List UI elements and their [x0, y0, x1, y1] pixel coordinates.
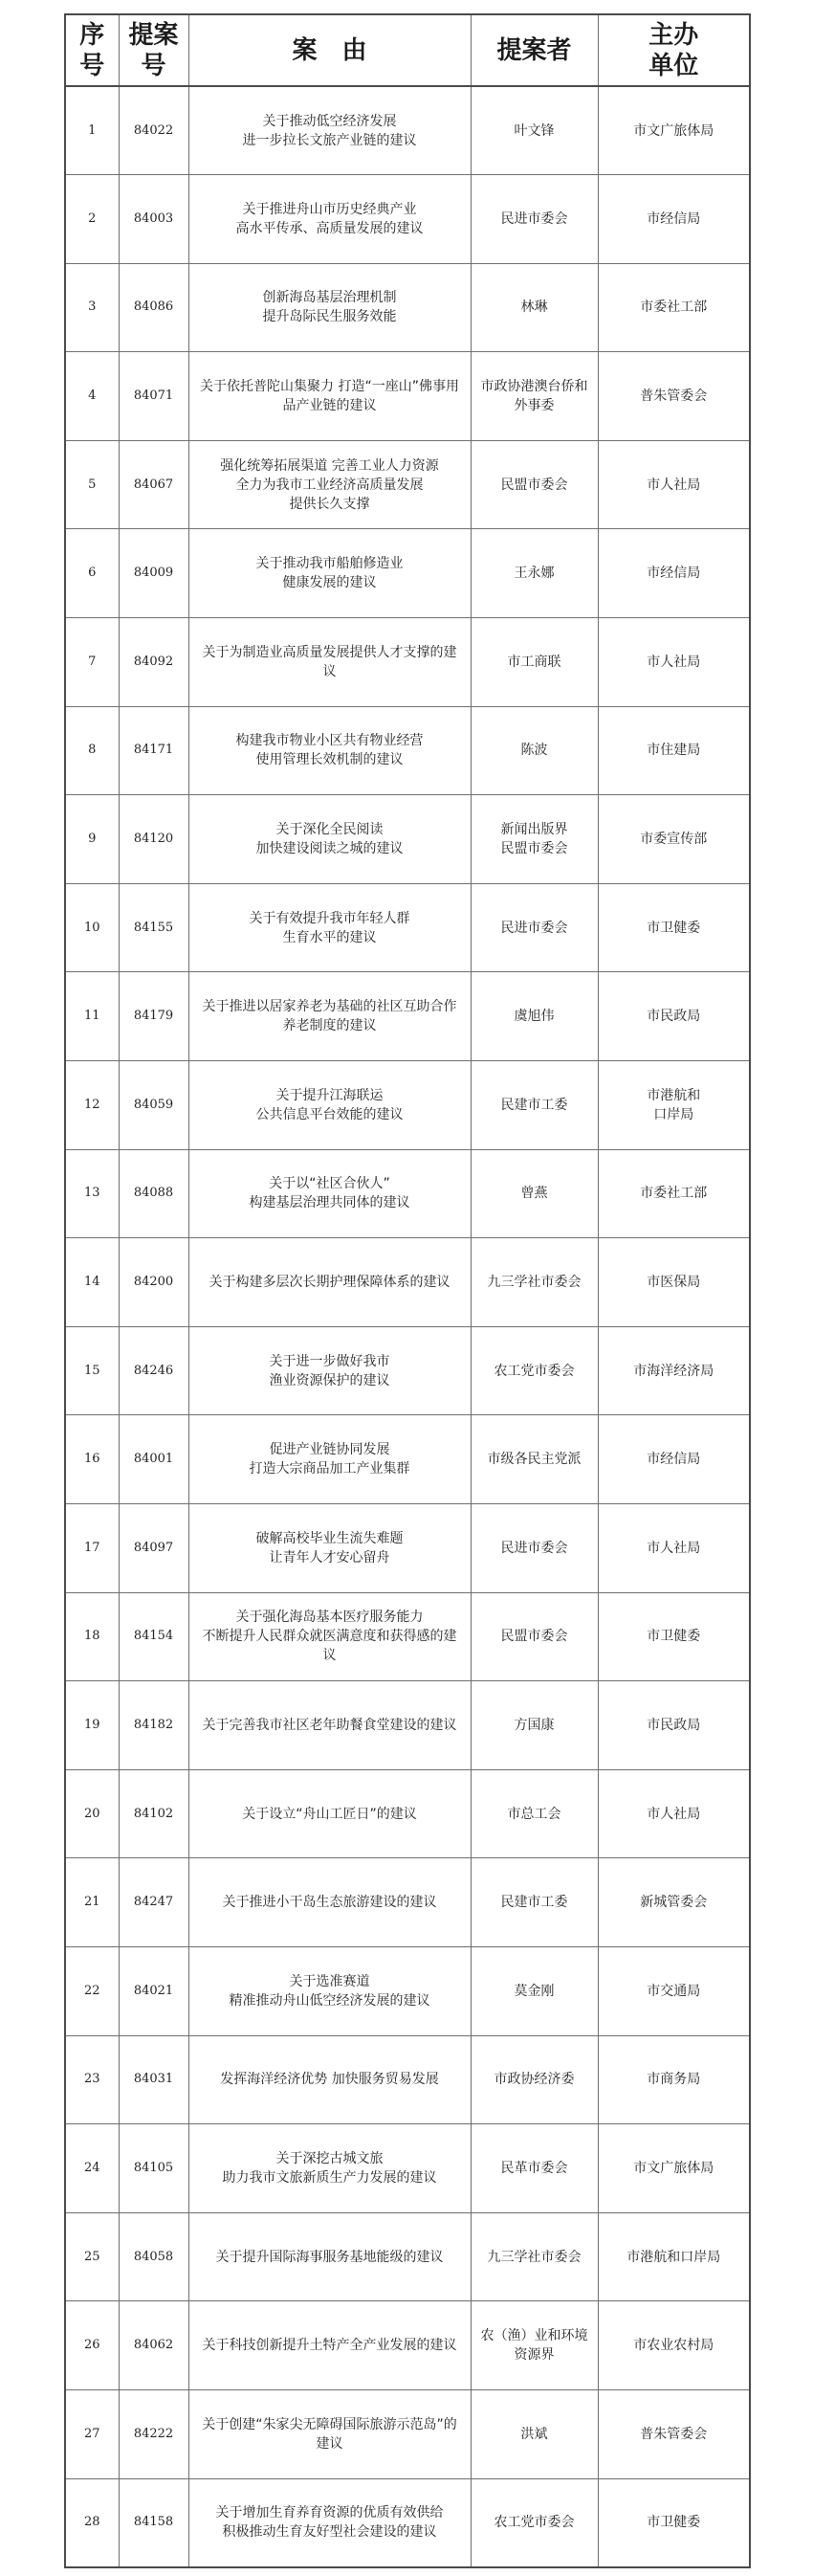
organizer-cell: 市交通局 — [598, 1946, 750, 2035]
table-row — [65, 2478, 750, 2567]
proposer-cell: 方国康 — [471, 1681, 598, 1770]
table-row — [65, 1326, 750, 1415]
subject-cell: 关于依托普陀山集聚力 打造“一座山”佛事用品产业链的建议 — [188, 352, 471, 441]
organizer-cell: 普朱管委会 — [598, 2389, 750, 2478]
serial-number-cell: 23 — [65, 2035, 119, 2124]
subject-cell: 关于完善我市社区老年助餐食堂建设的建议 — [188, 1681, 471, 1770]
serial-number-cell: 19 — [65, 1681, 119, 1770]
header-subject: 案 由 — [188, 14, 471, 86]
serial-number-cell: 4 — [65, 352, 119, 441]
organizer-cell: 市卫健委 — [598, 2478, 750, 2567]
proposer-cell: 民进市委会 — [471, 883, 598, 972]
proposal-number-cell: 84246 — [119, 1326, 188, 1415]
serial-number-cell: 5 — [65, 440, 119, 529]
serial-number-cell: 15 — [65, 1326, 119, 1415]
table-body — [65, 86, 750, 2567]
organizer-cell: 市人社局 — [598, 1504, 750, 1593]
proposer-cell: 市级各民主党派 — [471, 1415, 598, 1504]
subject-cell: 关于选准赛道 精准推动舟山低空经济发展的建议 — [188, 1946, 471, 2035]
proposal-number-cell: 84247 — [119, 1858, 188, 1947]
proposal-number-cell: 84058 — [119, 2212, 188, 2301]
subject-cell: 关于构建多层次长期护理保障体系的建议 — [188, 1238, 471, 1327]
subject-cell: 关于强化海岛基本医疗服务能力 不断提升人民群众就医满意度和获得感的建议 — [188, 1592, 471, 1681]
proposer-cell: 市总工会 — [471, 1769, 598, 1858]
proposer-cell: 农（渔）业和环境资源界 — [471, 2301, 598, 2390]
table-row — [65, 440, 750, 529]
proposal-number-cell: 84021 — [119, 1946, 188, 2035]
proposal-number-cell: 84088 — [119, 1149, 188, 1238]
organizer-cell: 市委社工部 — [598, 263, 750, 352]
subject-cell: 关于有效提升我市年轻人群 生育水平的建议 — [188, 883, 471, 972]
organizer-cell: 市经信局 — [598, 1415, 750, 1504]
subject-cell: 促进产业链协同发展 打造大宗商品加工产业集群 — [188, 1415, 471, 1504]
proposer-cell: 民革市委会 — [471, 2124, 598, 2213]
organizer-cell: 市港航和口岸局 — [598, 2212, 750, 2301]
organizer-cell: 市经信局 — [598, 529, 750, 618]
table-row — [65, 175, 750, 264]
serial-number-cell: 1 — [65, 86, 119, 175]
subject-cell: 关于为制造业高质量发展提供人才支撑的建议 — [188, 618, 471, 707]
subject-cell: 关于推进小干岛生态旅游建设的建议 — [188, 1858, 471, 1947]
proposal-number-cell: 84071 — [119, 352, 188, 441]
table-row — [65, 1415, 750, 1504]
proposal-number-cell: 84022 — [119, 86, 188, 175]
proposal-table — [64, 13, 751, 2568]
serial-number-cell: 16 — [65, 1415, 119, 1504]
organizer-cell: 市海洋经济局 — [598, 1326, 750, 1415]
subject-cell: 关于推动低空经济发展 进一步拉长文旅产业链的建议 — [188, 86, 471, 175]
proposer-cell: 洪斌 — [471, 2389, 598, 2478]
organizer-cell: 市农业农村局 — [598, 2301, 750, 2390]
proposal-number-cell: 84154 — [119, 1592, 188, 1681]
table-row — [65, 883, 750, 972]
table-row — [65, 1858, 750, 1947]
proposer-cell: 虞旭伟 — [471, 972, 598, 1061]
proposer-cell: 民进市委会 — [471, 175, 598, 264]
proposer-cell: 莫金刚 — [471, 1946, 598, 2035]
proposer-cell: 农工党市委会 — [471, 2478, 598, 2567]
subject-cell: 关于以“社区合伙人” 构建基层治理共同体的建议 — [188, 1149, 471, 1238]
serial-number-cell: 21 — [65, 1858, 119, 1947]
table-row — [65, 1769, 750, 1858]
proposal-number-cell: 84067 — [119, 440, 188, 529]
proposal-number-cell: 84171 — [119, 706, 188, 795]
proposal-number-cell: 84062 — [119, 2301, 188, 2390]
header-organizer: 主办 单位 — [598, 14, 750, 86]
organizer-cell: 市民政局 — [598, 972, 750, 1061]
serial-number-cell: 20 — [65, 1769, 119, 1858]
proposal-number-cell: 84097 — [119, 1504, 188, 1593]
organizer-cell: 普朱管委会 — [598, 352, 750, 441]
table-row — [65, 2035, 750, 2124]
proposer-cell: 民进市委会 — [471, 1504, 598, 1593]
organizer-cell: 市经信局 — [598, 175, 750, 264]
proposer-cell: 民建市工委 — [471, 1858, 598, 1947]
subject-cell: 关于创建“朱家尖无障碍国际旅游示范岛”的建议 — [188, 2389, 471, 2478]
table-row — [65, 972, 750, 1061]
organizer-cell: 市人社局 — [598, 1769, 750, 1858]
proposer-cell: 林琳 — [471, 263, 598, 352]
serial-number-cell: 8 — [65, 706, 119, 795]
proposer-cell: 九三学社市委会 — [471, 1238, 598, 1327]
subject-cell: 创新海岛基层治理机制 提升岛际民生服务效能 — [188, 263, 471, 352]
serial-number-cell: 3 — [65, 263, 119, 352]
subject-cell: 关于进一步做好我市 渔业资源保护的建议 — [188, 1326, 471, 1415]
serial-number-cell: 13 — [65, 1149, 119, 1238]
header-row — [65, 14, 750, 86]
proposal-number-cell: 84009 — [119, 529, 188, 618]
subject-cell: 破解高校毕业生流失难题 让青年人才安心留舟 — [188, 1504, 471, 1593]
organizer-cell: 市人社局 — [598, 618, 750, 707]
organizer-cell: 市卫健委 — [598, 883, 750, 972]
serial-number-cell: 27 — [65, 2389, 119, 2478]
table-row — [65, 2124, 750, 2213]
table-row — [65, 618, 750, 707]
proposal-number-cell: 84086 — [119, 263, 188, 352]
serial-number-cell: 2 — [65, 175, 119, 264]
subject-cell: 关于科技创新提升土特产全产业发展的建议 — [188, 2301, 471, 2390]
table-row — [65, 1504, 750, 1593]
header-serial-number: 序 号 — [65, 14, 119, 86]
proposal-number-cell: 84222 — [119, 2389, 188, 2478]
proposer-cell: 新闻出版界 民盟市委会 — [471, 795, 598, 884]
subject-cell: 发挥海洋经济优势 加快服务贸易发展 — [188, 2035, 471, 2124]
organizer-cell: 市委宣传部 — [598, 795, 750, 884]
proposer-cell: 市工商联 — [471, 618, 598, 707]
subject-cell: 关于推动我市船舶修造业 健康发展的建议 — [188, 529, 471, 618]
table-row — [65, 86, 750, 175]
table-row — [65, 352, 750, 441]
proposal-number-cell: 84092 — [119, 618, 188, 707]
organizer-cell: 市卫健委 — [598, 1592, 750, 1681]
serial-number-cell: 26 — [65, 2301, 119, 2390]
subject-cell: 构建我市物业小区共有物业经营 使用管理长效机制的建议 — [188, 706, 471, 795]
proposal-number-cell: 84001 — [119, 1415, 188, 1504]
subject-cell: 关于深化全民阅读 加快建设阅读之城的建议 — [188, 795, 471, 884]
table-row — [65, 529, 750, 618]
serial-number-cell: 18 — [65, 1592, 119, 1681]
subject-cell: 关于设立“舟山工匠日”的建议 — [188, 1769, 471, 1858]
proposal-number-cell: 84031 — [119, 2035, 188, 2124]
table-row — [65, 795, 750, 884]
serial-number-cell: 14 — [65, 1238, 119, 1327]
table-row — [65, 1149, 750, 1238]
subject-cell: 关于深挖古城文旅 助力我市文旅新质生产力发展的建议 — [188, 2124, 471, 2213]
organizer-cell: 市医保局 — [598, 1238, 750, 1327]
table-row — [65, 1946, 750, 2035]
proposal-number-cell: 84105 — [119, 2124, 188, 2213]
organizer-cell: 市委社工部 — [598, 1149, 750, 1238]
serial-number-cell: 11 — [65, 972, 119, 1061]
table-row — [65, 2301, 750, 2390]
proposal-number-cell: 84179 — [119, 972, 188, 1061]
table-row — [65, 2389, 750, 2478]
proposal-number-cell: 84120 — [119, 795, 188, 884]
proposal-number-cell: 84158 — [119, 2478, 188, 2567]
table-row — [65, 2212, 750, 2301]
serial-number-cell: 28 — [65, 2478, 119, 2567]
subject-cell: 关于推进舟山市历史经典产业 高水平传承、高质量发展的建议 — [188, 175, 471, 264]
proposal-number-cell: 84003 — [119, 175, 188, 264]
proposer-cell: 农工党市委会 — [471, 1326, 598, 1415]
header-proposal-number: 提案 号 — [119, 14, 188, 86]
proposer-cell: 民建市工委 — [471, 1061, 598, 1150]
serial-number-cell: 12 — [65, 1061, 119, 1150]
organizer-cell: 市民政局 — [598, 1681, 750, 1770]
table-row — [65, 1592, 750, 1681]
proposal-number-cell: 84182 — [119, 1681, 188, 1770]
proposal-number-cell: 84155 — [119, 883, 188, 972]
serial-number-cell: 7 — [65, 618, 119, 707]
subject-cell: 关于提升江海联运 公共信息平台效能的建议 — [188, 1061, 471, 1150]
proposer-cell: 市政协经济委 — [471, 2035, 598, 2124]
table-row — [65, 1681, 750, 1770]
subject-cell: 强化统筹拓展渠道 完善工业人力资源 全力为我市工业经济高质量发展 提供长久支撑 — [188, 440, 471, 529]
proposer-cell: 民盟市委会 — [471, 440, 598, 529]
serial-number-cell: 10 — [65, 883, 119, 972]
subject-cell: 关于推进以居家养老为基础的社区互助合作养老制度的建议 — [188, 972, 471, 1061]
table-row — [65, 706, 750, 795]
proposer-cell: 曾燕 — [471, 1149, 598, 1238]
serial-number-cell: 9 — [65, 795, 119, 884]
table-row — [65, 263, 750, 352]
proposal-number-cell: 84059 — [119, 1061, 188, 1150]
header-proposer: 提案者 — [471, 14, 598, 86]
proposer-cell: 王永娜 — [471, 529, 598, 618]
subject-cell: 关于增加生育养育资源的优质有效供给 积极推动生育友好型社会建设的建议 — [188, 2478, 471, 2567]
proposer-cell: 陈波 — [471, 706, 598, 795]
table-header — [65, 14, 750, 86]
table-row — [65, 1238, 750, 1327]
organizer-cell: 市港航和 口岸局 — [598, 1061, 750, 1150]
serial-number-cell: 17 — [65, 1504, 119, 1593]
proposer-cell: 市政协港澳台侨和外事委 — [471, 352, 598, 441]
organizer-cell: 新城管委会 — [598, 1858, 750, 1947]
serial-number-cell: 25 — [65, 2212, 119, 2301]
organizer-cell: 市商务局 — [598, 2035, 750, 2124]
serial-number-cell: 6 — [65, 529, 119, 618]
subject-cell: 关于提升国际海事服务基地能级的建议 — [188, 2212, 471, 2301]
serial-number-cell: 24 — [65, 2124, 119, 2213]
organizer-cell: 市文广旅体局 — [598, 2124, 750, 2213]
proposal-number-cell: 84102 — [119, 1769, 188, 1858]
organizer-cell: 市文广旅体局 — [598, 86, 750, 175]
organizer-cell: 市住建局 — [598, 706, 750, 795]
table-row — [65, 1061, 750, 1150]
proposer-cell: 民盟市委会 — [471, 1592, 598, 1681]
proposal-number-cell: 84200 — [119, 1238, 188, 1327]
proposer-cell: 九三学社市委会 — [471, 2212, 598, 2301]
serial-number-cell: 22 — [65, 1946, 119, 2035]
proposer-cell: 叶文锋 — [471, 86, 598, 175]
organizer-cell: 市人社局 — [598, 440, 750, 529]
